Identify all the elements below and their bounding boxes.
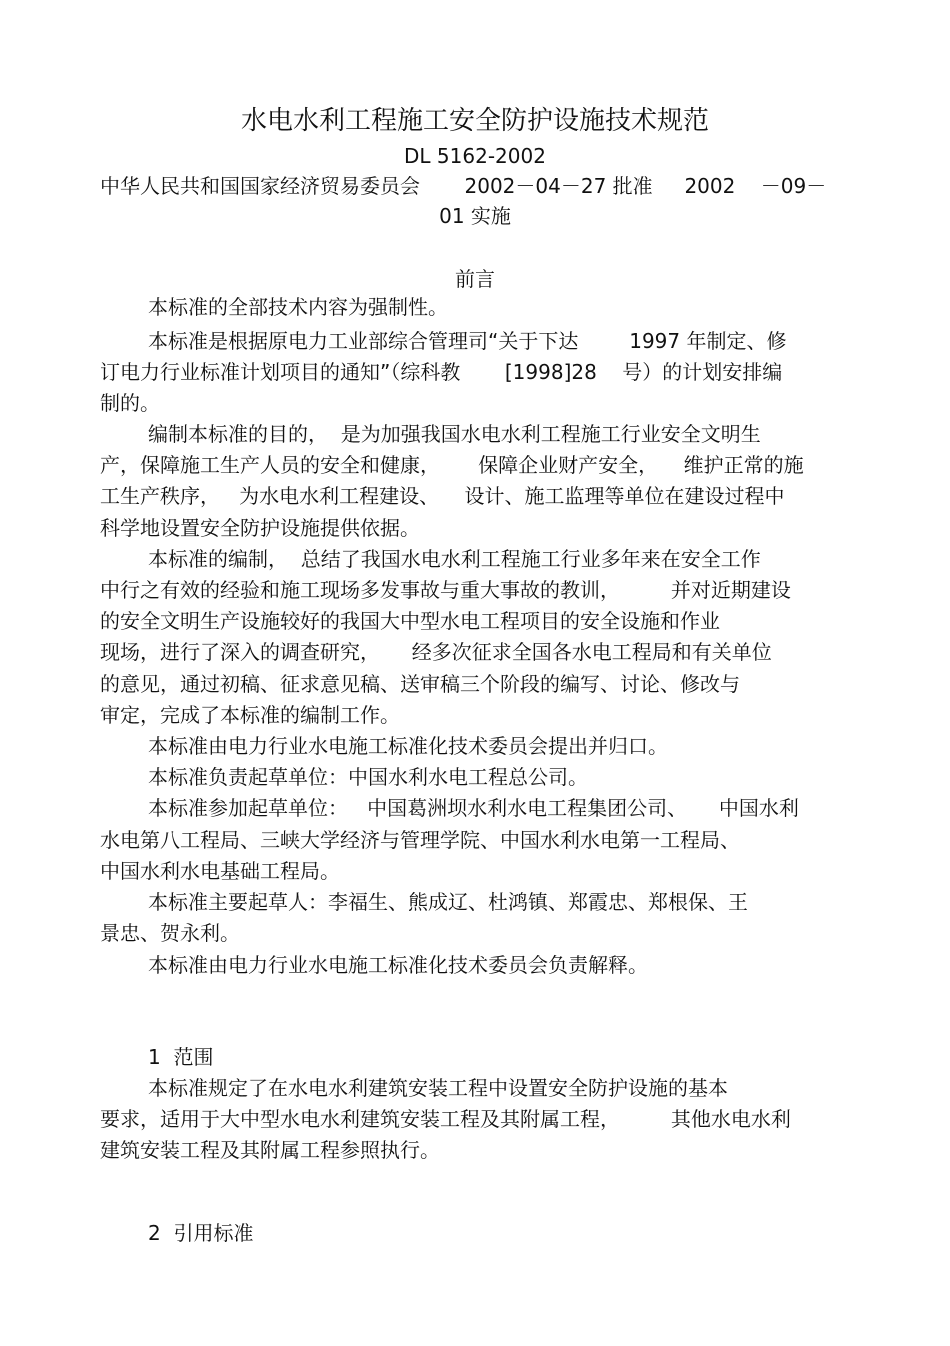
preface-line: 的意见，通过初稿、征求意见稿、送审稿三个阶段的编写、讨论、修改与 [100, 672, 740, 696]
preface-line: 本标准的全部技术内容为强制性。 [148, 295, 448, 319]
preface-line: 本标准是根据原电力工业部综合管理司“关于下达 1997 年制定、修 [148, 329, 787, 353]
preface-line: 本标准参加起草单位： 中国葛洲坝水利水电工程集团公司、 中国水利 [148, 796, 799, 820]
preface-line: 订电力行业标准计划项目的通知”（综科教 [1998]28 号）的计划安排编 [100, 360, 783, 384]
issuer-line-continued: 01 实施 [439, 204, 511, 228]
issuer-line: 中华人民共和国国家经济贸易委员会 2002－04－27 批准 2002 －09－ [100, 174, 827, 198]
section-line: 要求，适用于大中型水电水利建筑安装工程及其附属工程， 其他水电水利 [100, 1107, 791, 1131]
preface-line: 编制本标准的目的， 是为加强我国水电水利工程施工行业安全文明生 [148, 422, 761, 446]
section-heading: 1 范围 [148, 1045, 214, 1069]
preface-line: 产，保障施工生产人员的安全和健康， 保障企业财产安全， 维护正常的施 [100, 453, 804, 477]
document-title: 水电水利工程施工安全防护设施技术规范 [240, 106, 709, 136]
preface-line: 中国水利水电基础工程局。 [100, 859, 340, 883]
standard-code: DL 5162-2002 [404, 144, 546, 168]
section-line: 本标准规定了在水电水利建筑安装工程中设置安全防护设施的基本 [148, 1076, 728, 1100]
preface-line: 中行之有效的经验和施工现场多发事故与重大事故的教训， 并对近期建设 [100, 578, 791, 602]
preface-line: 审定，完成了本标准的编制工作。 [100, 703, 400, 727]
preface-line: 本标准主要起草人：李福生、熊成辽、杜鸿镇、郑霞忠、郑根保、王 [148, 890, 748, 914]
preface-line: 本标准由电力行业水电施工标准化技术委员会提出并归口。 [148, 734, 668, 758]
preface-line: 本标准的编制， 总结了我国水电水利工程施工行业多年来在安全工作 [148, 547, 761, 571]
section-heading: 2 引用标准 [148, 1221, 254, 1245]
preface-line: 本标准由电力行业水电施工标准化技术委员会负责解释。 [148, 953, 648, 977]
preface-heading: 前言 [455, 267, 495, 291]
preface-line: 工生产秩序， 为水电水利工程建设、 设计、施工监理等单位在建设过程中 [100, 484, 785, 508]
preface-line: 水电第八工程局、三峡大学经济与管理学院、中国水利水电第一工程局、 [100, 828, 740, 852]
preface-line: 景忠、贺永利。 [100, 921, 240, 945]
preface-line: 科学地设置安全防护设施提供依据。 [100, 516, 420, 540]
preface-line: 的安全文明生产设施较好的我国大中型水电工程项目的安全设施和作业 [100, 609, 720, 633]
section-line: 建筑安装工程及其附属工程参照执行。 [100, 1138, 440, 1162]
preface-line: 现场，进行了深入的调查研究， 经多次征求全国各水电工程局和有关单位 [100, 640, 772, 664]
preface-line: 本标准负责起草单位：中国水利水电工程总公司。 [148, 765, 588, 789]
preface-line: 制的。 [100, 391, 160, 415]
